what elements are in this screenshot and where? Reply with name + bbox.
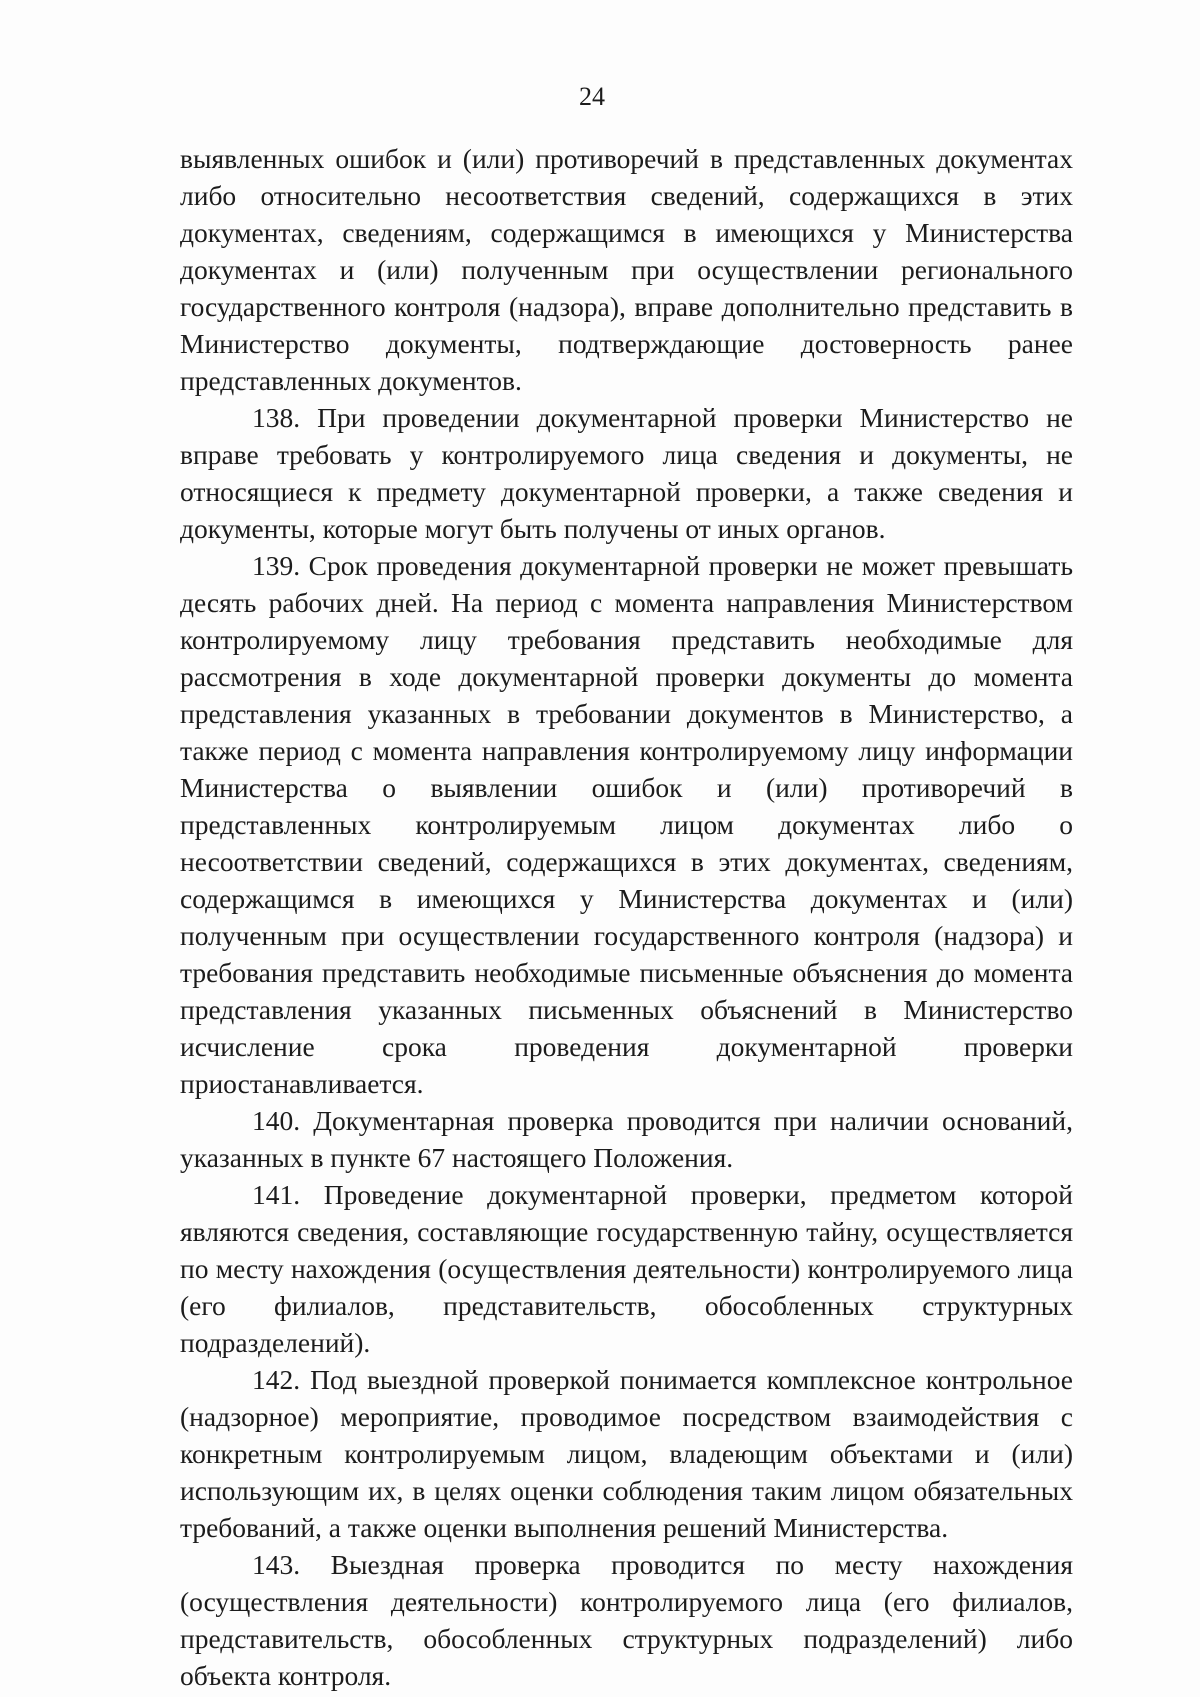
page-number: 24 bbox=[579, 82, 605, 111]
paragraph-138: 138. При проведении документарной проверки Министерство не вправе требовать у контролируемого лица сведения и документы, не относящиеся к предмету документарной проверки, а также сведения и документы, которые могут быть получены от иных органов. bbox=[180, 402, 1073, 544]
paragraph-142: 142. Под выездной проверкой понимается комплексное контрольное (надзорное) мероприятие, проводимое посредством взаимодействия с конкретным контролируемым лицом, владеющим объектами и (или) использующим их, в целях оценки соблюдения таким лицом обязательных требований, а также оценки выполнения решений Министерства. bbox=[180, 1364, 1073, 1543]
paragraph-continuation: выявленных ошибок и (или) противоречий в представленных документах либо относительно несоответствия сведений, содержащихся в этих документах, сведениям, содержащимся в имеющихся у Министерства документах и (или) полученным при осуществлении регионального государственного контроля (надзора), вправе дополнительно представить в Министерство документы, подтверждающие достоверность ранее представленных документов. bbox=[180, 143, 1073, 396]
paragraph-143: 143. Выездная проверка проводится по месту нахождения (осуществления деятельности) контролируемого лица (его филиалов, представительств, обособленных структурных подразделений) либо объекта контроля. bbox=[180, 1549, 1073, 1691]
paragraph-139: 139. Срок проведения документарной проверки не может превышать десять рабочих дней. На период с момента направления Министерством контролируемому лицу требования представить необходимые для рассмотрения в ходе документарной проверки документы до момента представления указанных в требовании документов в Министерство, а также период с момента направления контролируемому лицу информации Министерства о выявлении ошибок и (или) противоречий в представленных контролируемым лицом документах либо о несоответствии сведений, содержащихся в этих документах, сведениям, содержащимся в имеющихся у Министерства документах и (или) полученным при осуществлении государственного контроля (надзора) и требования представить необходимые письменные объяснения до момента представления указанных письменных объяснений в Министерство исчисление срока проведения документарной проверки приостанавливается. bbox=[180, 550, 1073, 1099]
paragraph-141: 141. Проведение документарной проверки, предметом которой являются сведения, составляющие государственную тайну, осуществляется по месту нахождения (осуществления деятельности) контролируемого лица (его филиалов, представительств, обособленных структурных подразделений). bbox=[180, 1179, 1073, 1358]
document-body bbox=[180, 140, 1073, 1694]
paragraph-140: 140. Документарная проверка проводится при наличии оснований, указанных в пункте 67 настоящего Положения. bbox=[180, 1105, 1073, 1173]
